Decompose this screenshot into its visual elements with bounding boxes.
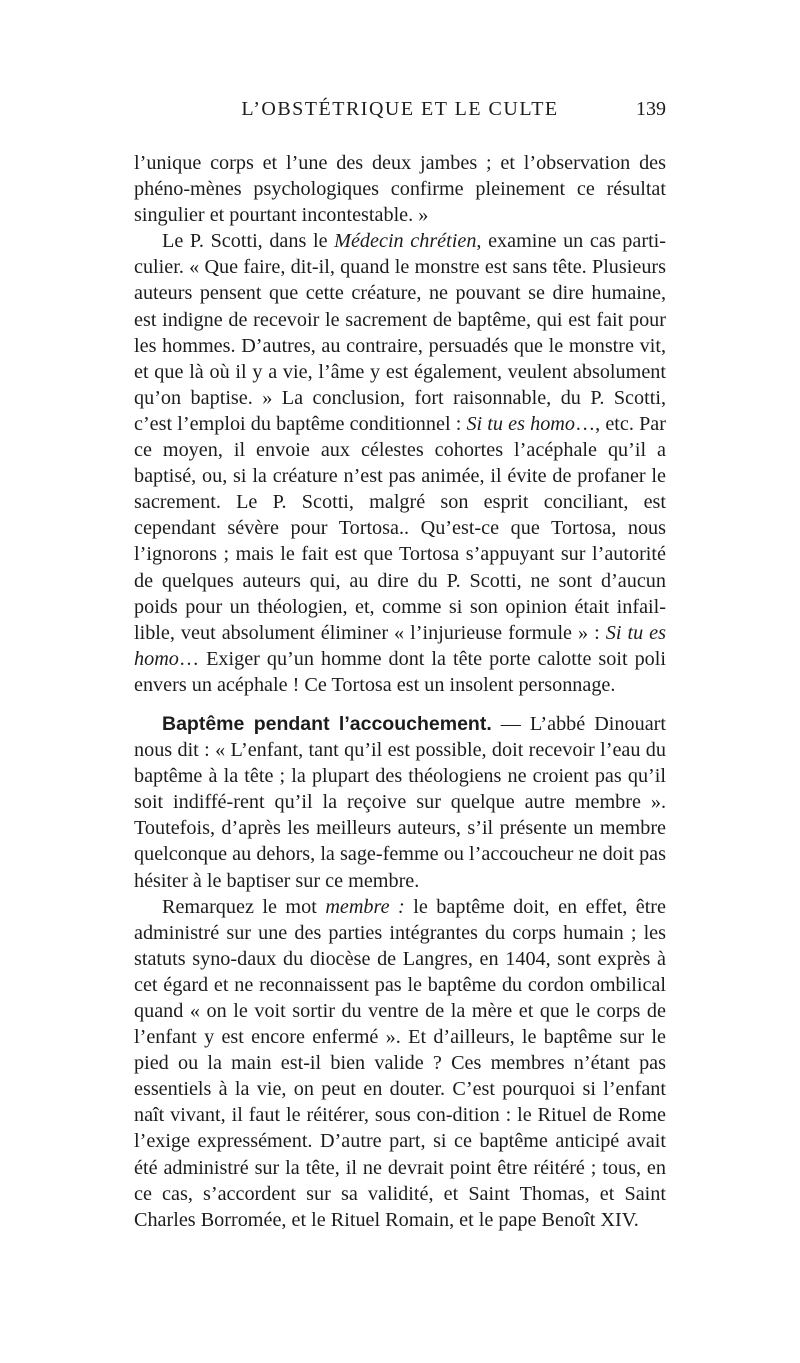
text-run: Remarquez le mot — [162, 895, 326, 918]
page-number: 139 — [636, 98, 666, 120]
page-header — [0, 98, 800, 132]
text-run: , examine un cas parti-culier. « Que faire, dit-il, quand le monstre est sans tête. Plusieurs auteurs pensent que cette créature, ne pouvant se dire humaine, est indigne de recevoir le sacrement de baptême, qui est fait pour les hommes. D’autres, au contraire, persuadés que le monstre vit, et que là où il y a vie, l’âme y est également, veulent absolument qu’on baptise. » La conclusion, fort raisonnable, du P. Scotti, c’est l’emploi du baptême conditionnel : — [134, 230, 667, 435]
italic-text: Médecin chrétien — [334, 230, 477, 253]
text-run: …, etc. Par ce moyen, il envoie aux célestes cohortes l’acéphale qu’il a baptisé, ou, si la créature n’est pas animée, il évite de profaner le sacrement. Le P. Scotti, malgré son esprit conciliant, est cependant sévère pour Tortosa.. Qu’est-ce que Tortosa, nous l’ignorons ; mais le fait est que Tortosa s’appuyant sur l’autorité de quelques auteurs qui, au dire du P. Scotti, ne sont d’aucun poids pour un théologien, et, comme si son opinion était infail-lible, veut absolument éliminer « l’injurieuse formule » : — [134, 412, 666, 644]
section-paragraph — [134, 711, 666, 894]
body-text — [134, 150, 666, 1233]
text-run: le baptême doit, en effet, être administré sur une des parties intégrantes du corps humain ; les statuts syno-daux du diocèse de Langres, en 1404, sont exprès à cet égard et ne reconnaissent pas le baptême du cordon ombilical quand « on le voit sortir du ventre de la mère et que le corps de l’enfant y est encore enfermé ». Et d’ailleurs, le baptême sur le pied ou la main est-il bien valide ? Ces membres n’étant pas essentiels à la vie, on peut en douter. C’est pourquoi si l’enfant naît vivant, il faut le réitérer, sous con-dition : le Rituel de Rome l’exige expressément. D’autre part, si ce baptême anticipé avait été administré sur la tête, il ne devrait point être réitéré ; tous, en ce cas, s’accordent sur sa validité, et Saint Thomas, et Saint Charles Borromée, et le Rituel Romain, et le pape Benoît XIV. — [134, 895, 666, 1231]
section-title: Baptême pendant l’accouchement. — [162, 712, 492, 735]
italic-text: Si tu es homo — [134, 621, 666, 670]
paragraph — [134, 228, 666, 698]
paragraph — [134, 894, 666, 1233]
italic-text: membre : — [325, 895, 405, 918]
text-run: — L’abbé Dinouart nous dit : « L’enfant, tant qu’il est possible, doit recevoir l’eau du baptême à la tête ; la plupart des théologiens ne croient pas qu’il soit indiffé-rent qu’il la reçoive sur quelque autre membre ». Toutefois, d’après les meilleurs auteurs, s’il présente un membre quelconque au dehors, la sage-femme ou l’accoucheur ne doit pas hésiter à le baptiser sur ce membre. — [134, 712, 666, 892]
italic-text: Si tu es homo — [466, 412, 575, 435]
paragraph — [134, 150, 666, 228]
text-run: l’unique corps et l’une des deux jambes ; et l’observation des phéno-mènes psychologiques confirme pleinement ce résultat singulier et pourtant incontestable. » — [134, 152, 666, 227]
text-run: Le P. Scotti, dans le — [162, 230, 335, 253]
running-title: L’OBSTÉTRIQUE ET LE CULTE — [241, 98, 559, 120]
text-run: … Exiger qu’un homme dont la tête porte calotte soit poli envers un acéphale ! Ce Tortosa est un insolent personnage. — [134, 647, 666, 696]
